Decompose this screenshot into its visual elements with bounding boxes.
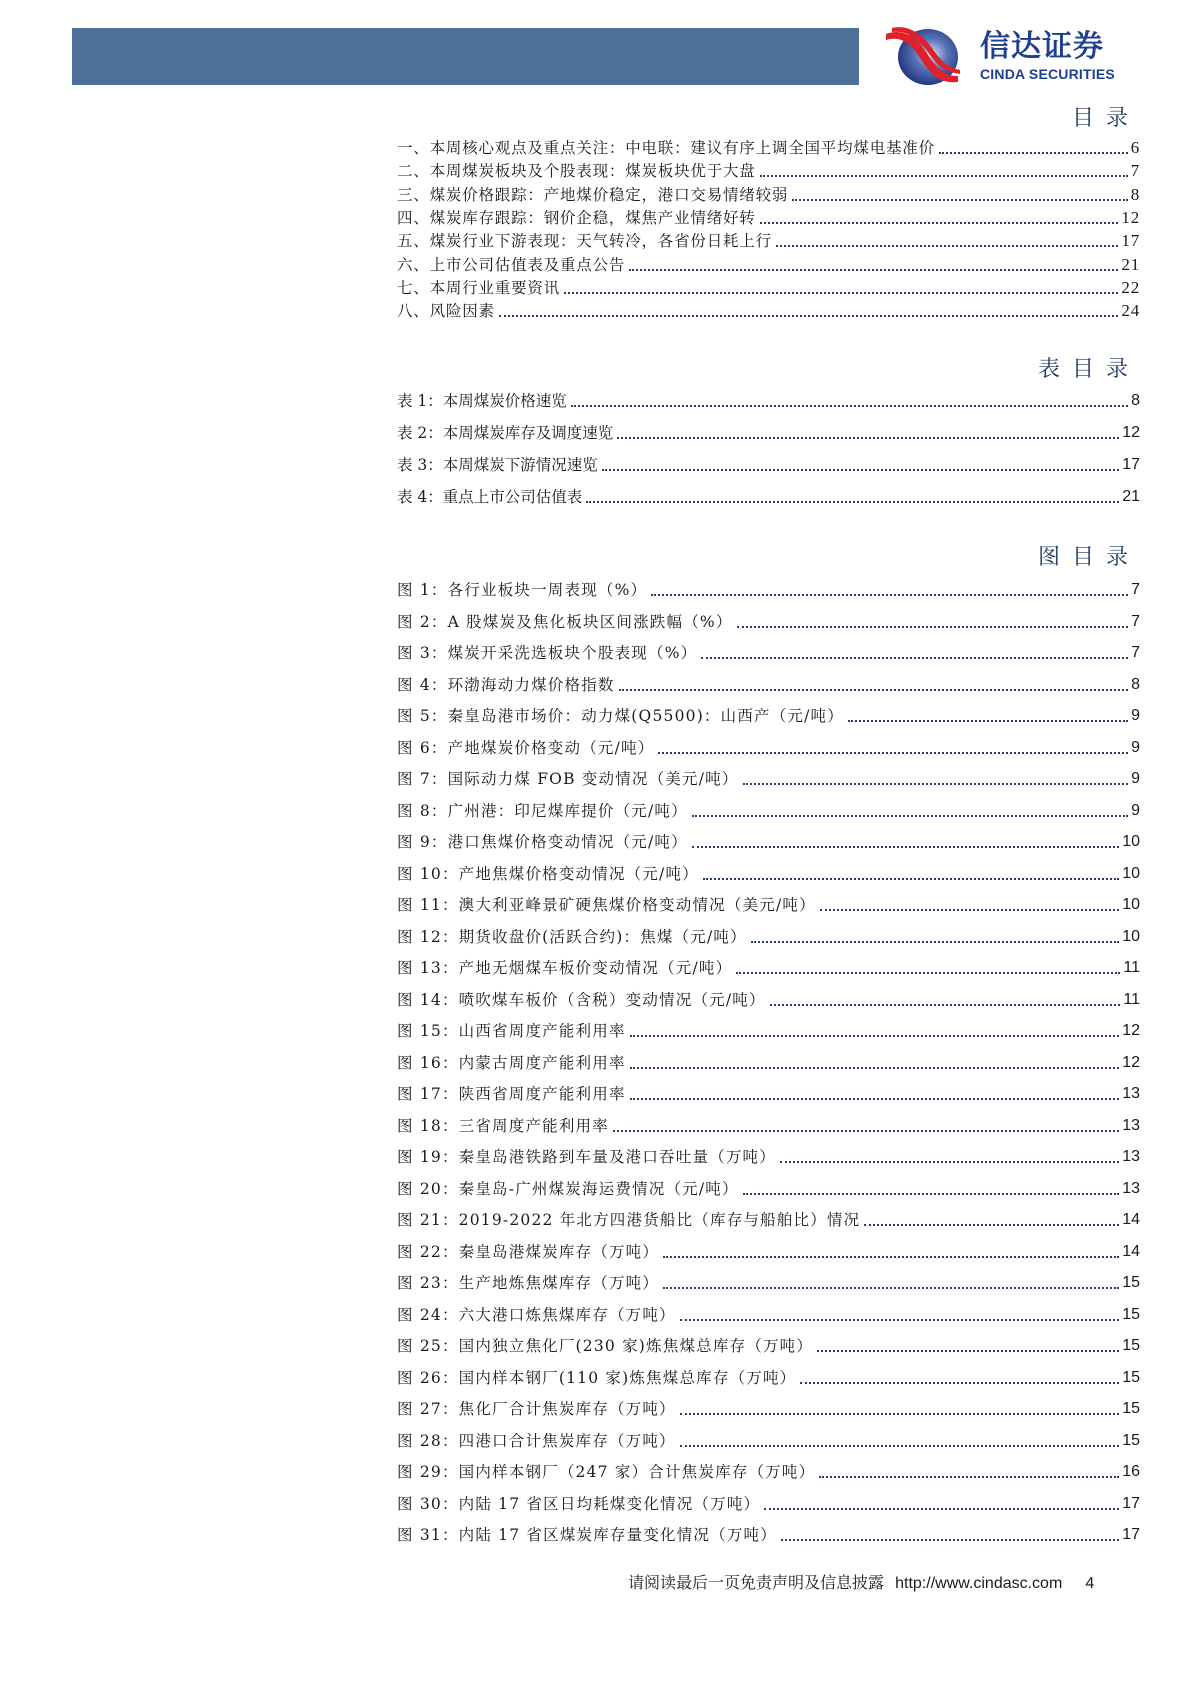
figures-title: 图目录: [1037, 545, 1140, 570]
dot-leader: [817, 1349, 1119, 1352]
dot-leader: [764, 1507, 1119, 1510]
toc-entry-label: 三、煤炭价格跟踪：产地煤价稳定，港口交易情绪较弱: [397, 186, 789, 204]
figure-entry-label: 图 9：港口焦煤价格变动情况（元/吨）: [397, 833, 688, 851]
figure-entry-page: 9: [1131, 801, 1140, 819]
figure-entry-label: 图 4：环渤海动力煤价格指数: [397, 675, 615, 694]
figure-entry[interactable]: [397, 1431, 1140, 1451]
figure-entry-page: 16: [1122, 1463, 1140, 1480]
figure-entry-label: 图 3：煤炭开采洗选板块个股表现（%）: [397, 644, 698, 662]
figure-entry[interactable]: [397, 643, 1140, 663]
figure-entry-page: 14: [1122, 1211, 1140, 1228]
figure-entry[interactable]: [397, 864, 1140, 884]
figure-entry-label: 图 26：国内样本钢厂(110 家)炼焦煤总库存（万吨）: [397, 1368, 797, 1387]
dot-leader: [701, 656, 1128, 659]
figure-entry-label: 图 14：喷吹煤车板价（含税）变动情况（元/吨）: [397, 990, 766, 1009]
figure-entry-label: 图 21：2019-2022 年北方四港货船比（库存与船舶比）情况: [397, 1211, 861, 1229]
dot-leader: [776, 244, 1118, 247]
toc-entry-label: 七、本周行业重要资讯: [397, 279, 561, 297]
dot-leader: [629, 268, 1118, 271]
figure-entry[interactable]: [397, 675, 1140, 695]
toc-entry-page: 21: [1121, 255, 1140, 274]
dot-leader: [680, 1412, 1119, 1415]
dot-leader: [819, 1475, 1119, 1478]
dot-leader: [651, 593, 1128, 596]
toc-entry-label: 八、风险因素: [397, 302, 495, 320]
disclaimer-text: 请阅读最后一页免责声明及信息披露: [628, 1573, 885, 1592]
figure-entry-page: 9: [1131, 707, 1140, 724]
figure-entry[interactable]: [397, 1273, 1140, 1293]
figure-entry-label: 图 31：内陆 17 省区煤炭库存量变化情况（万吨）: [397, 1526, 777, 1544]
figure-entry[interactable]: [397, 1305, 1140, 1325]
contents-title: 目录: [1071, 106, 1140, 131]
figure-entry-page: 7: [1131, 581, 1140, 598]
dot-leader: [939, 151, 1128, 154]
figure-entry-label: 图 28：四港口合计焦炭库存（万吨）: [397, 1431, 676, 1450]
table-entry-label: 表 3：本周煤炭下游情况速览: [397, 456, 598, 474]
figure-entry-page: 12: [1122, 1053, 1140, 1071]
figure-entry-page: 13: [1122, 1148, 1140, 1165]
dot-leader: [692, 845, 1119, 848]
dot-leader: [663, 1286, 1119, 1289]
table-entry-page: 17: [1122, 456, 1140, 473]
figure-entry[interactable]: [397, 832, 1140, 852]
page-number: 4: [1085, 1575, 1095, 1592]
figure-entry-label: 图 29：国内样本钢厂（247 家）合计焦炭库存（万吨）: [397, 1463, 816, 1481]
figure-entry[interactable]: [397, 1021, 1140, 1041]
figure-entry-label: 图 2：A 股煤炭及焦化板块区间涨跌幅（%）: [397, 612, 733, 631]
dot-leader: [680, 1444, 1119, 1447]
table-entry-label: 表 4：重点上市公司估值表: [397, 488, 583, 506]
figure-entry[interactable]: [397, 1210, 1140, 1230]
figure-entry-page: 11: [1123, 959, 1140, 976]
figure-entry-page: 7: [1131, 612, 1140, 630]
dot-leader: [781, 1538, 1119, 1541]
toc-entry[interactable]: [397, 278, 1140, 298]
figure-entry[interactable]: [397, 1399, 1140, 1419]
toc-entry[interactable]: [397, 231, 1140, 251]
figure-entry[interactable]: [397, 1084, 1140, 1104]
dot-leader: [619, 688, 1129, 691]
dot-leader: [617, 436, 1119, 439]
dot-leader: [751, 940, 1119, 943]
figure-entry[interactable]: [397, 990, 1140, 1010]
figure-entry-page: 17: [1122, 1526, 1140, 1543]
figure-entry-label: 图 25：国内独立焦化厂(230 家)炼焦煤总库存（万吨）: [397, 1337, 814, 1355]
toc-entry-page: 24: [1121, 301, 1140, 320]
figure-entry[interactable]: [397, 1525, 1140, 1545]
figure-entry-label: 图 11：澳大利亚峰景矿硬焦煤价格变动情况（美元/吨）: [397, 896, 816, 914]
figure-entry-page: 11: [1123, 990, 1140, 1008]
toc-entry-page: 17: [1121, 231, 1140, 250]
dot-leader: [820, 908, 1119, 911]
figure-entry-page: 15: [1122, 1431, 1140, 1449]
table-entry-page: 21: [1122, 488, 1140, 505]
toc-entry-label: 六、上市公司估值表及重点公告: [397, 256, 626, 274]
figure-entry-label: 图 17：陕西省周度产能利用率: [397, 1085, 626, 1103]
dot-leader: [630, 1034, 1120, 1037]
dot-leader: [571, 404, 1128, 407]
toc-entry[interactable]: [397, 208, 1140, 228]
figure-entry-label: 图 30：内陆 17 省区日均耗煤变化情况（万吨）: [397, 1494, 761, 1513]
figure-entry-label: 图 8：广州港：印尼煤库提价（元/吨）: [397, 801, 688, 820]
dot-leader: [499, 314, 1119, 317]
figure-entry-label: 图 6：产地煤炭价格变动（元/吨）: [397, 738, 655, 757]
table-entry-page: 8: [1131, 392, 1140, 409]
figure-entry[interactable]: [397, 1179, 1140, 1199]
figure-entry-label: 图 7：国际动力煤 FOB 变动情况（美元/吨）: [397, 770, 739, 788]
figure-entry-label: 图 12：期货收盘价(活跃合约)：焦煤（元/吨）: [397, 927, 747, 946]
toc-entry-page: 8: [1130, 185, 1140, 204]
figure-entry[interactable]: [397, 801, 1140, 821]
figure-entry-label: 图 5：秦皇岛港市场价：动力煤(Q5500)：山西产（元/吨）: [397, 707, 844, 725]
figure-entry[interactable]: [397, 738, 1140, 758]
dot-leader: [663, 1255, 1119, 1258]
table-entry-page: 12: [1122, 424, 1140, 441]
table-entry-label: 表 2：本周煤炭库存及调度速览: [397, 424, 614, 442]
figure-entry-label: 图 16：内蒙古周度产能利用率: [397, 1053, 626, 1072]
toc-entry-page: 22: [1121, 278, 1140, 297]
cinda-logo-icon: [882, 26, 960, 86]
figure-entry-page: 10: [1122, 896, 1140, 913]
dot-leader: [736, 971, 1120, 974]
figure-entry[interactable]: [397, 1242, 1140, 1262]
figure-entry[interactable]: [397, 1147, 1140, 1167]
tables-title: 表目录: [1037, 357, 1140, 382]
figure-entry[interactable]: [397, 706, 1140, 726]
figure-entry-page: 13: [1122, 1116, 1140, 1134]
dot-leader: [770, 1003, 1121, 1006]
dot-leader: [586, 500, 1119, 503]
toc-entry-label: 五、煤炭行业下游表现：天气转冷，各省份日耗上行: [397, 232, 772, 250]
table-entry-label: 表 1：本周煤炭价格速览: [397, 392, 567, 410]
table-entry[interactable]: [397, 487, 1140, 507]
figure-entry[interactable]: [397, 1053, 1140, 1073]
figure-entry[interactable]: [397, 612, 1140, 632]
figure-entry-page: 7: [1131, 644, 1140, 661]
figure-entry[interactable]: [397, 958, 1140, 978]
dot-leader: [743, 782, 1129, 785]
toc-entry[interactable]: [397, 301, 1140, 321]
dot-leader: [630, 1066, 1120, 1069]
dot-leader: [680, 1318, 1119, 1321]
figure-entry[interactable]: [397, 1116, 1140, 1136]
dot-leader: [703, 877, 1119, 880]
figure-entry-label: 图 27：焦化厂合计焦炭库存（万吨）: [397, 1400, 676, 1418]
figure-entry-page: 13: [1122, 1085, 1140, 1102]
website-link[interactable]: http://www.cindasc.com: [895, 1575, 1063, 1592]
dot-leader: [630, 1097, 1120, 1100]
figure-entry-label: 图 10：产地焦煤价格变动情况（元/吨）: [397, 864, 699, 883]
figure-entry[interactable]: [397, 580, 1140, 600]
figure-entry-page: 10: [1122, 833, 1140, 850]
brand-name-en: CINDA SECURITIES: [980, 66, 1115, 82]
table-entry[interactable]: [397, 455, 1140, 475]
dot-leader: [564, 291, 1118, 294]
figure-entry-page: 15: [1122, 1400, 1140, 1417]
dot-leader: [692, 814, 1128, 817]
header-bar: [72, 28, 859, 85]
toc-entry-label: 一、本周核心观点及重点关注：中电联：建议有序上调全国平均煤电基准价: [397, 139, 935, 157]
figure-entry-page: 14: [1122, 1242, 1140, 1260]
figure-entry-label: 图 22：秦皇岛港煤炭库存（万吨）: [397, 1242, 660, 1261]
figure-entry-page: 9: [1131, 770, 1140, 787]
figure-entry[interactable]: [397, 1462, 1140, 1482]
dot-leader: [800, 1381, 1119, 1384]
dot-leader: [737, 625, 1129, 628]
figure-entry-page: 13: [1122, 1179, 1140, 1197]
page-footer: [628, 1572, 1094, 1595]
table-entry[interactable]: [397, 391, 1140, 411]
dot-leader: [602, 468, 1119, 471]
figure-entry-page: 8: [1131, 675, 1140, 693]
figure-entry-page: 10: [1122, 927, 1140, 945]
dot-leader: [658, 751, 1128, 754]
dot-leader: [864, 1223, 1119, 1226]
dot-leader: [792, 198, 1127, 201]
figure-entry[interactable]: [397, 1494, 1140, 1514]
dot-leader: [760, 221, 1119, 224]
figure-entry-page: 17: [1122, 1494, 1140, 1512]
figure-entry[interactable]: [397, 1368, 1140, 1388]
toc-entry[interactable]: [397, 161, 1140, 181]
toc-entry-page: 7: [1130, 161, 1140, 180]
figure-entry-page: 15: [1122, 1274, 1140, 1291]
figure-entry-page: 10: [1122, 864, 1140, 882]
figure-entry-label: 图 1：各行业板块一周表现（%）: [397, 581, 648, 599]
brand-name-cn: 信达证券: [980, 29, 1104, 64]
figure-entry-label: 图 19：秦皇岛港铁路到车量及港口吞吐量（万吨）: [397, 1148, 776, 1166]
figure-entry[interactable]: [397, 895, 1140, 915]
toc-entry[interactable]: [397, 138, 1140, 158]
dot-leader: [848, 719, 1128, 722]
figure-entry-label: 图 15：山西省周度产能利用率: [397, 1022, 626, 1040]
figure-entry-label: 图 24：六大港口炼焦煤库存（万吨）: [397, 1305, 676, 1324]
dot-leader: [743, 1192, 1119, 1195]
figure-entry-label: 图 23：生产地炼焦煤库存（万吨）: [397, 1274, 660, 1292]
figure-entry-page: 15: [1122, 1368, 1140, 1386]
figure-entry-page: 15: [1122, 1305, 1140, 1323]
toc-entry-page: 6: [1130, 138, 1140, 157]
dot-leader: [613, 1129, 1119, 1132]
figure-entry[interactable]: [397, 769, 1140, 789]
figure-entry-label: 图 18：三省周度产能利用率: [397, 1116, 609, 1135]
toc-entry-label: 二、本周煤炭板块及个股表现：煤炭板块优于大盘: [397, 162, 756, 180]
dot-leader: [760, 174, 1128, 177]
figure-entry-label: 图 13：产地无烟煤车板价变动情况（元/吨）: [397, 959, 733, 977]
toc-entry-label: 四、煤炭库存跟踪：钢价企稳，煤焦产业情绪好转: [397, 209, 756, 227]
figure-entry-label: 图 20：秦皇岛-广州煤炭海运费情况（元/吨）: [397, 1179, 739, 1198]
figure-entry-page: 12: [1122, 1022, 1140, 1039]
toc-entry[interactable]: [397, 185, 1140, 205]
figure-entry[interactable]: [397, 927, 1140, 947]
figure-entry-page: 15: [1122, 1337, 1140, 1354]
dot-leader: [780, 1160, 1119, 1163]
figure-entry-page: 9: [1131, 738, 1140, 756]
toc-entry[interactable]: [397, 255, 1140, 275]
cinda-logo: [880, 24, 1170, 88]
toc-entry-page: 12: [1121, 208, 1140, 227]
table-entry[interactable]: [397, 423, 1140, 443]
figure-entry[interactable]: [397, 1336, 1140, 1356]
